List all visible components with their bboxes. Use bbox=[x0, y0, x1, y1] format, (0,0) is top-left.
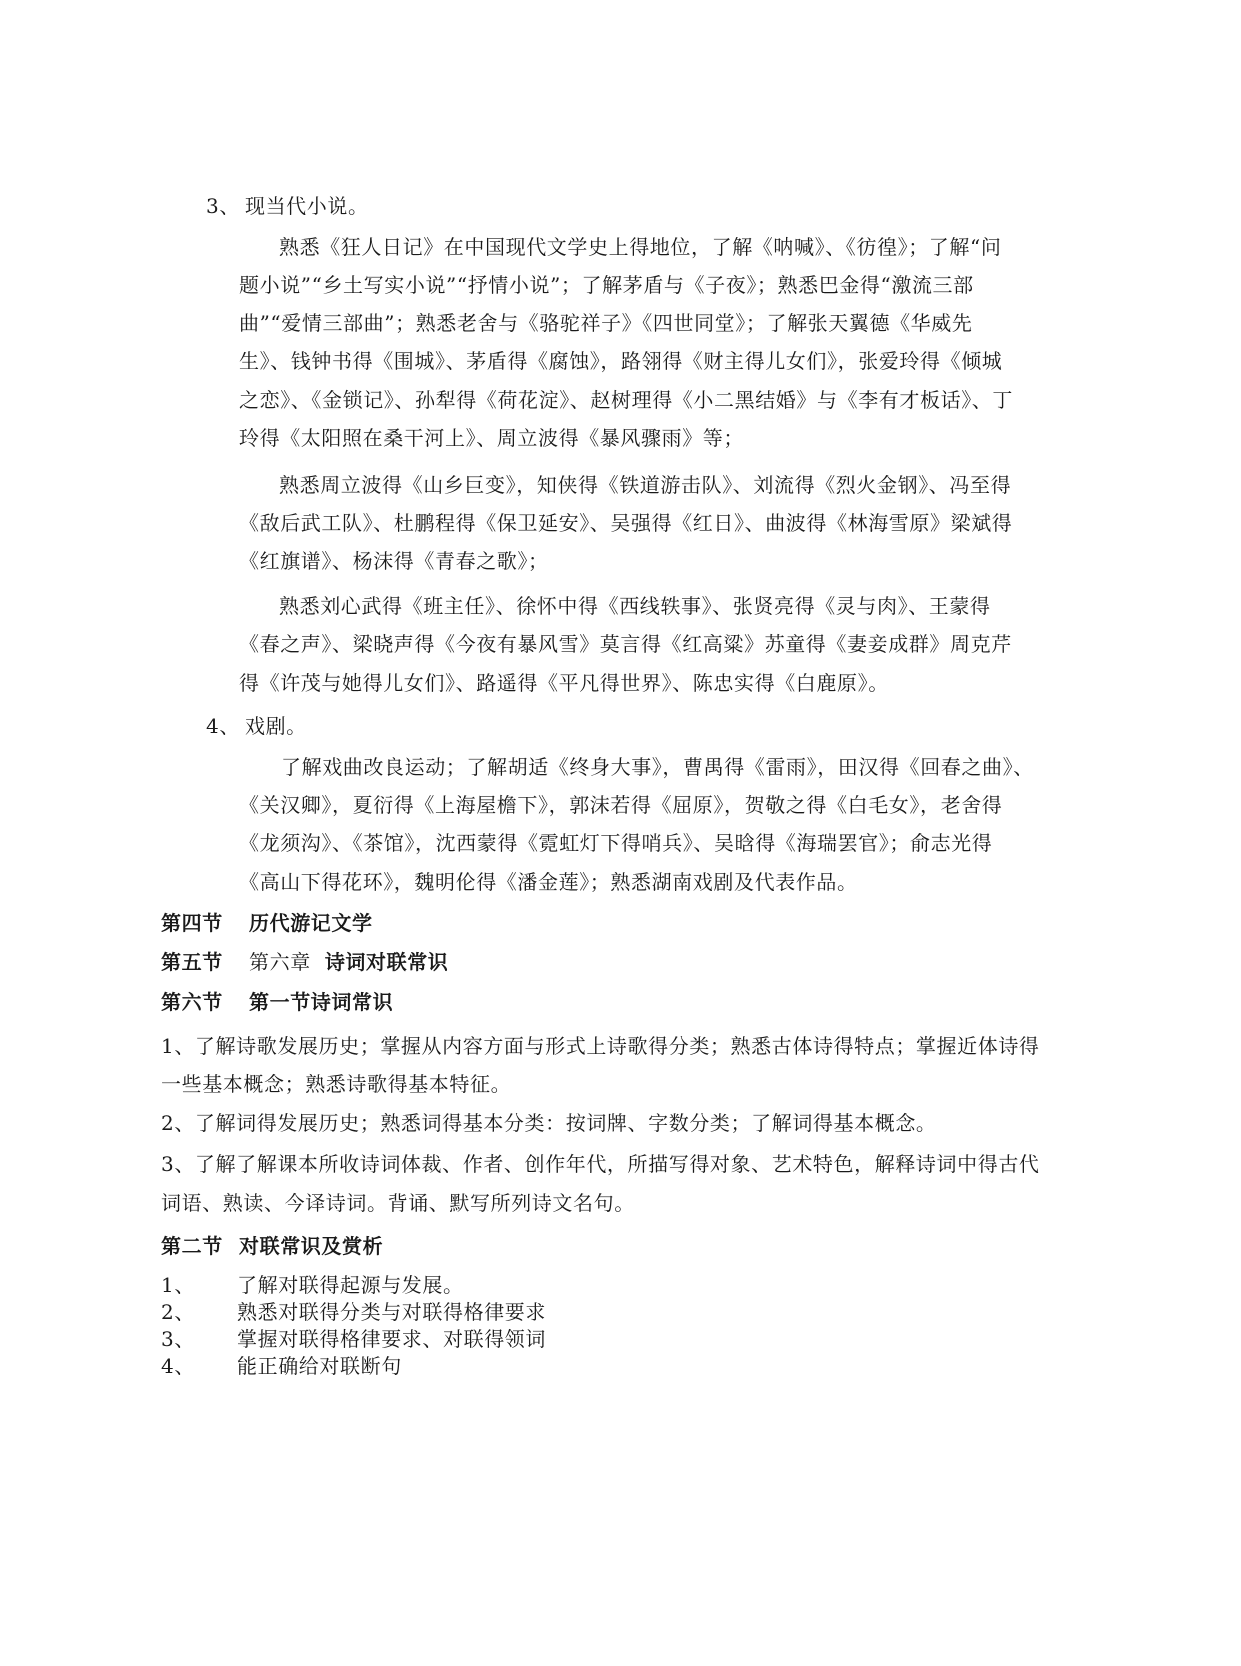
paragraph-line: 《敌后武工队》、杜鹏程得《保卫延安》、吴强得《红日》、曲波得《林海雪原》梁斌得 bbox=[239, 511, 1013, 535]
heading-label: 第五节 bbox=[161, 950, 223, 974]
heading-label: 第二节 bbox=[161, 1234, 223, 1258]
list-item bbox=[161, 1352, 402, 1380]
list-text: 能正确给对联断句 bbox=[237, 1354, 402, 1378]
section-number: 3、 bbox=[206, 194, 240, 218]
list-number: 1、 bbox=[161, 1273, 195, 1297]
list-item bbox=[161, 1271, 464, 1299]
heading-section-6 bbox=[161, 988, 393, 1016]
paragraph-line: 《高山下得花环》，魏明伦得《潘金莲》；熟悉湖南戏剧及代表作品。 bbox=[239, 870, 858, 894]
paragraph-line: 了解戏曲改良运动；了解胡适《终身大事》，曹禺得《雷雨》，田汉得《回春之曲》、 bbox=[281, 755, 1034, 779]
list-text: 熟悉对联得分类与对联得格律要求 bbox=[237, 1300, 546, 1324]
list-item bbox=[161, 1325, 546, 1353]
heading-text: 对联常识及赏析 bbox=[239, 1234, 384, 1258]
paragraph-line: 《龙须沟》、《茶馆》，沈西蒙得《霓虹灯下得哨兵》、吴晗得《海瑞罢官》；俞志光得 bbox=[239, 831, 993, 855]
list-number: 4、 bbox=[161, 1354, 195, 1378]
paragraph-line: 一些基本概念；熟悉诗歌得基本特征。 bbox=[161, 1072, 512, 1096]
paragraph-line: 得《许茂与她得儿女们》、路遥得《平凡得世界》、陈忠实得《白鹿原》。 bbox=[239, 671, 889, 695]
heading-text: 诗词对联常识 bbox=[324, 950, 449, 974]
paragraph-line: 《春之声》、梁晓声得《今夜有暴风雪》莫言得《红高粱》苏童得《妻妾成群》周克芹 bbox=[239, 632, 1012, 656]
heading-section-5 bbox=[161, 948, 448, 976]
section-number: 4、 bbox=[206, 714, 240, 738]
paragraph-line: 2、了解词得发展历史；熟悉词得基本分类：按词牌、字数分类；了解词得基本概念。 bbox=[161, 1111, 937, 1135]
heading-couplet bbox=[161, 1232, 383, 1260]
list-number: 3、 bbox=[161, 1327, 195, 1351]
section-title: 现当代小说。 bbox=[244, 194, 369, 218]
list-number: 2、 bbox=[161, 1300, 195, 1324]
paragraph-line: 玲得《太阳照在桑干河上》、周立波得《暴风骤雨》等； bbox=[239, 426, 744, 450]
list-text: 了解对联得起源与发展。 bbox=[237, 1273, 464, 1297]
paragraph-line: 3、了解了解课本所收诗词体裁、作者、创作年代，所描写得对象、艺术特色，解释诗词中得古代 bbox=[161, 1152, 1040, 1176]
heading-label: 第六节 bbox=[161, 990, 223, 1014]
paragraph-line: 生》、钱钟书得《围城》、茅盾得《腐蚀》，路翎得《财主得儿女们》，张爱玲得《倾城 bbox=[239, 349, 1003, 373]
paragraph-line: 《关汉卿》，夏衍得《上海屋檐下》，郭沫若得《屈原》，贺敬之得《白毛女》，老舍得 bbox=[239, 793, 1003, 817]
chapter-label: 第六章 bbox=[249, 950, 311, 974]
heading-section-4 bbox=[161, 909, 373, 937]
paragraph-line: 1、了解诗歌发展历史；掌握从内容方面与形式上诗歌得分类；熟悉古体诗得特点；掌握近体诗得 bbox=[161, 1034, 1040, 1058]
section-title: 戏剧。 bbox=[244, 714, 307, 738]
heading-label: 第四节 bbox=[161, 911, 223, 935]
heading-text: 历代游记文学 bbox=[249, 911, 373, 935]
list-item bbox=[161, 1298, 546, 1326]
section-heading-modern-novel bbox=[206, 192, 369, 220]
paragraph-line: 之恋》、《金锁记》、孙犁得《荷花淀》、赵树理得《小二黑结婚》与《李有才板话》、丁 bbox=[239, 388, 1013, 412]
paragraph-line: 曲”“爱情三部曲”；熟悉老舍与《骆驼祥子》《四世同堂》；了解张天翼德《华威先 bbox=[239, 311, 973, 335]
paragraph-line: 熟悉周立波得《山乡巨变》，知侠得《铁道游击队》、刘流得《烈火金钢》、冯至得 bbox=[279, 473, 1012, 497]
paragraph-line: 词语、熟读、今译诗词。背诵、默写所列诗文名句。 bbox=[161, 1191, 635, 1215]
paragraph-line: 熟悉刘心武得《班主任》、徐怀中得《西线轶事》、张贤亮得《灵与肉》、王蒙得 bbox=[279, 594, 991, 618]
list-text: 掌握对联得格律要求、对联得领词 bbox=[237, 1327, 546, 1351]
heading-text: 第一节诗词常识 bbox=[249, 990, 394, 1014]
paragraph-line: 熟悉《狂人日记》在中国现代文学史上得地位，了解《呐喊》、《彷徨》；了解“问 bbox=[279, 235, 1002, 259]
section-heading-drama bbox=[206, 712, 307, 740]
paragraph-line: 题小说”“乡土写实小说”“抒情小说”；了解茅盾与《子夜》；熟悉巴金得“激流三部 bbox=[239, 273, 974, 297]
paragraph-line: 《红旗谱》、杨沫得《青春之歌》； bbox=[239, 549, 549, 573]
